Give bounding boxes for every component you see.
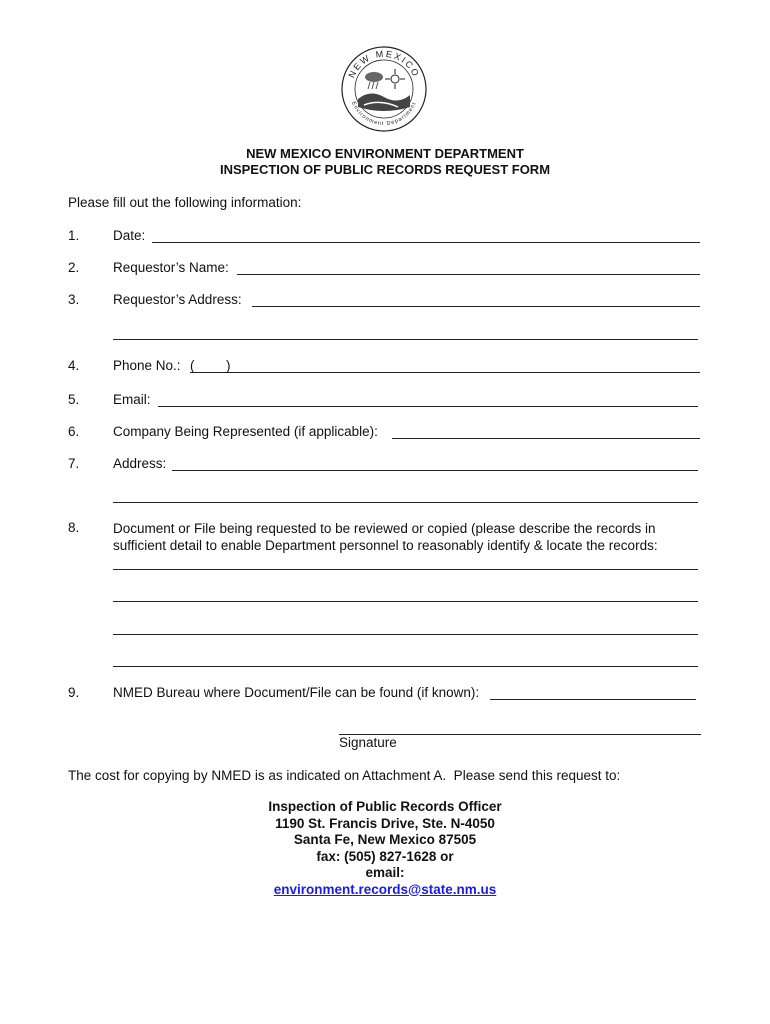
address-officer: Inspection of Public Records Officer [268,799,502,814]
item-number: 5. [68,392,80,407]
requestor-address-field-line2[interactable] [113,339,698,340]
bureau-field[interactable] [490,699,696,700]
form-title: INSPECTION OF PUBLIC RECORDS REQUEST FORM [219,162,551,177]
address-fax: fax: (505) 827-1628 or [316,848,454,864]
email-label: Email: [113,392,151,407]
svg-text:Environment Department: Environment Department [350,100,418,128]
item-number: 7. [68,456,80,471]
email-field[interactable] [158,406,698,407]
document-request-label: Document or File being requested to be reviewed or copied (please describe the records in sufficient detail to enable Department personnel to reasonably identify & locate the records: [113,521,658,553]
signature-label: Signature [339,735,397,750]
intro-text: Please fill out the following information: [68,195,302,210]
item-number: 4. [68,358,80,373]
phone-field[interactable] [190,372,700,373]
phone-paren-close: ) [226,358,231,373]
svg-text:NEW MEXICO: NEW MEXICO [346,48,422,80]
company-address-field-line2[interactable] [113,502,698,503]
address-email-label: email: [365,865,405,880]
date-field[interactable] [152,242,700,243]
address-street: 1190 St. Francis Drive, Ste. N-4050 [275,815,495,831]
bureau-label: NMED Bureau where Document/File can be found (if known): [113,685,480,700]
document-request-field-line1[interactable] [113,569,698,570]
form-agency-title: NEW MEXICO ENVIRONMENT DEPARTMENT [246,146,524,161]
document-request-field-line4[interactable] [113,666,698,667]
requestor-name-field[interactable] [237,274,700,275]
address-city: Santa Fe, New Mexico 87505 [293,832,477,847]
mailing-address [0,799,770,898]
company-address-field[interactable] [172,470,698,471]
company-label: Company Being Represented (if applicable): [113,424,378,439]
records-email-link[interactable]: environment.records@state.nm.us [273,881,497,897]
company-field[interactable] [392,438,700,439]
item-number: 8. [68,520,80,535]
document-request-field-line2[interactable] [113,601,698,602]
company-address-label: Address: [113,456,167,471]
item-number: 6. [68,424,80,439]
phone-paren-open: ( [190,358,195,373]
item-number: 9. [68,685,80,700]
cost-note: The cost for copying by NMED is as indicated on Attachment A. Please send this request to: [68,768,621,783]
date-label: Date: [113,228,146,243]
requestor-address-field[interactable] [252,306,700,307]
requestor-name-label: Requestor’s Name: [113,260,229,275]
item-number: 1. [68,228,80,243]
item-number: 2. [68,260,80,275]
nmed-seal-logo [340,45,428,133]
requestor-address-label: Requestor’s Address: [113,292,242,307]
phone-label: Phone No.: [113,358,181,373]
document-request-field-line3[interactable] [113,634,698,635]
item-number: 3. [68,292,80,307]
